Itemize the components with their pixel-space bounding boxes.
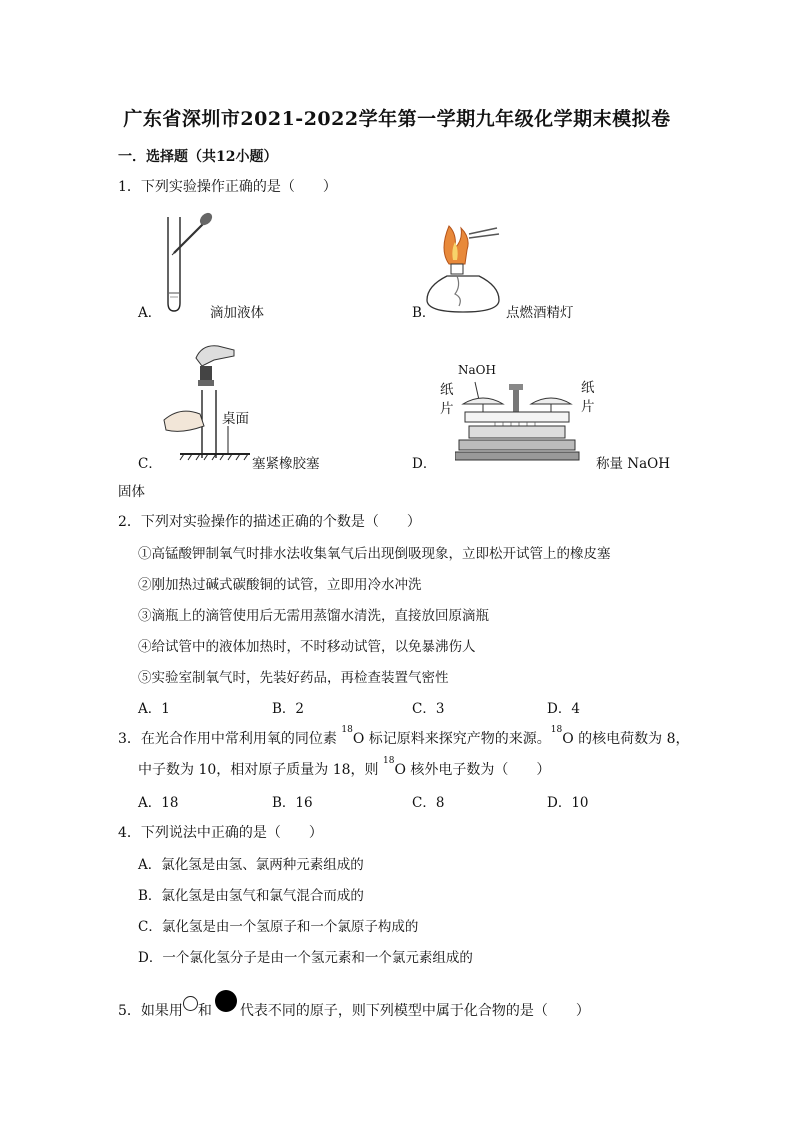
question-3-line-1: [118, 725, 690, 748]
white-atom-icon: [183, 996, 198, 1011]
q1-option-d-figure-pian-right: 片: [581, 399, 595, 415]
q3-option-b: B．16: [272, 795, 313, 811]
q1-option-d-figure-zhi-right: 纸: [581, 380, 595, 396]
section-heading: 一．选择题（共12小题）: [118, 149, 278, 165]
q5-text-part-3: 代表不同的原子，则下列模型中属于化合物的是（ ）: [239, 1003, 590, 1019]
question-5-line: [118, 990, 590, 1020]
question-1-stem: 1．下列实验操作正确的是（ ）: [118, 179, 337, 195]
page-title: 广东省深圳市2021-2022学年第一学期九年级化学期末模拟卷: [123, 108, 671, 130]
q1-option-c-text: 塞紧橡胶塞: [252, 456, 320, 472]
q1-option-d-figure-pian-left: 片: [440, 401, 454, 417]
q1-option-a-text: 滴加液体: [210, 305, 264, 321]
q3-text-part-5: O 核外电子数为（ ）: [394, 762, 551, 778]
q2-option-c: C．3: [412, 701, 445, 717]
q2-option-d: D．4: [547, 701, 580, 717]
q1-option-d-text: 称量 NaOH: [596, 456, 670, 472]
q3-option-d: D．10: [547, 795, 589, 811]
q1-option-b-text: 点燃酒精灯: [506, 305, 574, 321]
q2-option-a: A．1: [138, 701, 170, 717]
question-4-stem: 4．下列说法中正确的是（ ）: [118, 825, 323, 841]
q2-item-2: ②刚加热过碱式碳酸铜的试管，立即用冷水冲洗: [138, 577, 422, 593]
q1-option-d-figure-zhi-left: 纸: [440, 382, 454, 398]
q4-option-b: B．氯化氢是由氢气和氯气混合而成的: [138, 888, 364, 904]
q2-item-4: ④给试管中的液体加热时，不时移动试管，以免暴沸伤人: [138, 639, 476, 655]
q1-option-c-figure-label: 桌面: [222, 411, 249, 427]
q5-text-part-1: 5．如果用: [118, 1003, 183, 1019]
balance-figure: [455, 378, 580, 463]
q2-item-1: ①高锰酸钾制氧气时排水法收集氧气后出现倒吸现象，立即松开试管上的橡皮塞: [138, 546, 611, 562]
q3-text-part-3: O 的核电荷数为 8，: [562, 731, 690, 747]
q1-option-d-figure-naoh: NaOH: [458, 363, 496, 377]
q1-option-c-letter: C．: [138, 456, 162, 472]
dropper-test-tube-figure: [160, 205, 240, 315]
q1-option-a-letter: A．: [138, 305, 162, 321]
question-3-line-2: [138, 756, 551, 779]
black-atom-icon: [215, 990, 237, 1012]
q3-isotope-mass-1: 18: [341, 725, 353, 735]
q1-option-d-letter: D．: [412, 456, 437, 472]
q3-text-part-1: 3．在光合作用中常利用氧的同位素: [118, 731, 342, 747]
q3-isotope-mass-3: 18: [382, 756, 395, 766]
q2-option-b: B．2: [272, 701, 305, 717]
q1-option-b-letter: B．: [412, 305, 436, 321]
q3-isotope-mass-2: 18: [550, 725, 563, 735]
q2-item-5: ⑤实验室制氧气时，先装好药品，再检查装置气密性: [138, 670, 449, 686]
q3-option-a: A．18: [138, 795, 179, 811]
q4-option-c: C．氯化氢是由一个氢原子和一个氯原子构成的: [138, 919, 419, 935]
q3-text-part-4: 中子数为 10，相对原子质量为 18，则: [138, 762, 383, 778]
stopper-test-tube-figure: [160, 330, 260, 465]
q3-text-part-2: O 标记原料来探究产物的来源。: [352, 731, 551, 747]
q1-option-d-text-cont: 固体: [118, 484, 145, 500]
q3-option-c: C．8: [412, 795, 445, 811]
question-2-stem: 2．下列对实验操作的描述正确的个数是（ ）: [118, 514, 421, 530]
q4-option-d: D．一个氯化氢分子是由一个氢元素和一个氯元素组成的: [138, 950, 473, 966]
q5-text-part-2: 和: [197, 1003, 212, 1019]
q4-option-a: A．氯化氢是由氢、氯两种元素组成的: [138, 857, 364, 873]
q2-item-3: ③滴瓶上的滴管使用后无需用蒸馏水清洗，直接放回原滴瓶: [138, 608, 489, 624]
